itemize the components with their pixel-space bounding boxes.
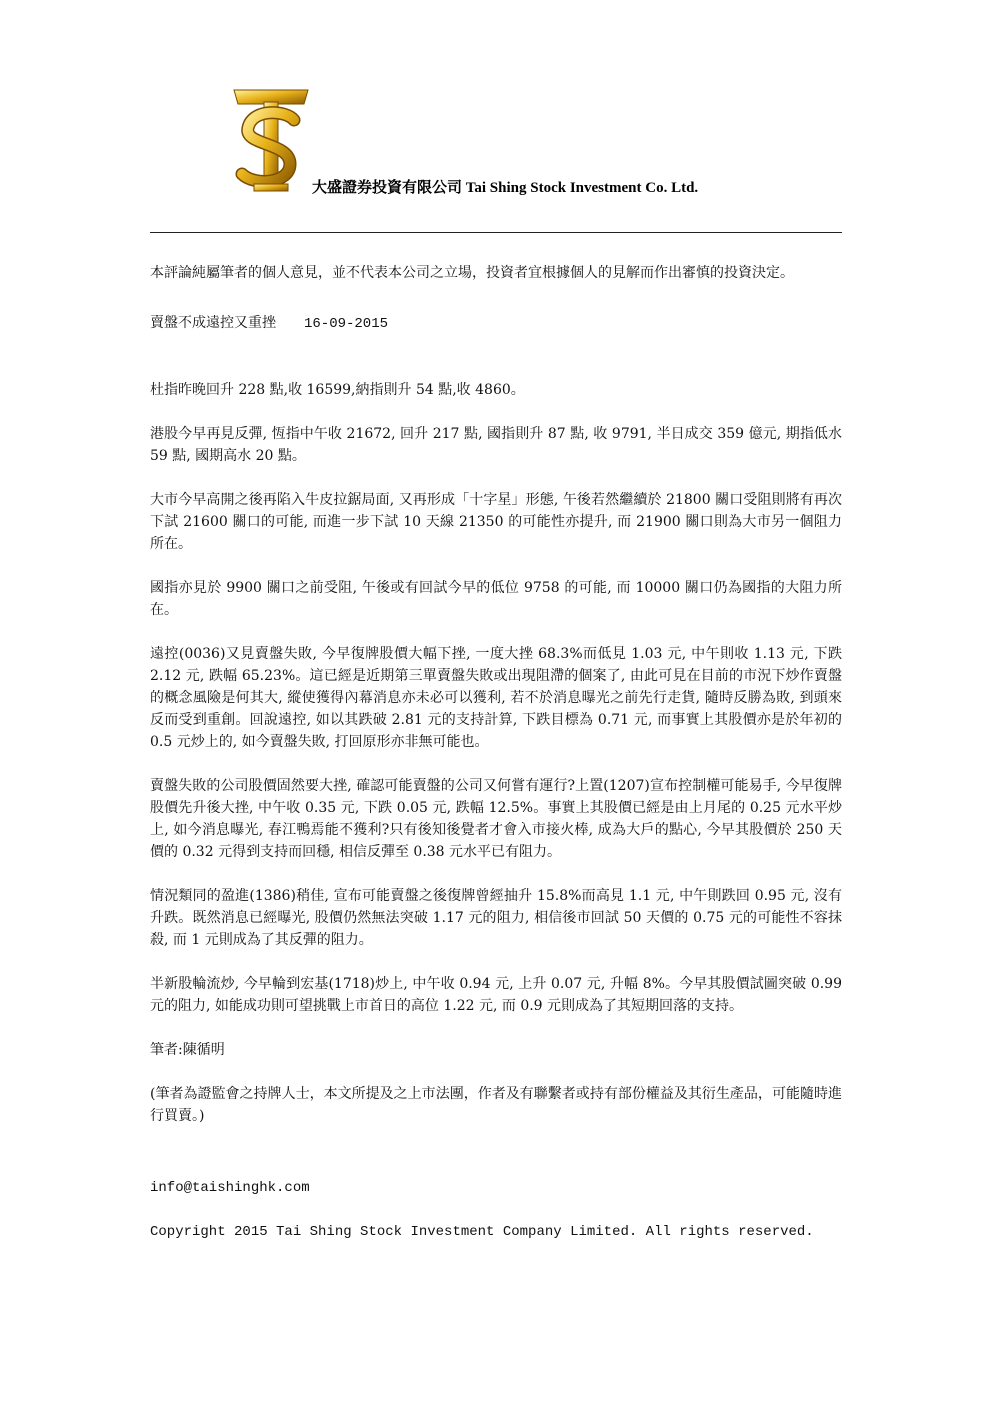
paragraph: 杜指昨晚回升 228 點,收 16599,納指則升 54 點,收 4860。	[150, 382, 525, 398]
article-body	[150, 262, 842, 1243]
header-divider	[150, 232, 842, 233]
ts-monogram-icon	[228, 86, 312, 194]
article-date: 16-09-2015	[304, 316, 389, 332]
contact-email[interactable]: info@taishinghk.com	[150, 1180, 310, 1196]
paragraph: 大市今早高開之後再陷入牛皮拉鋸局面, 又再形成「十字星」形態, 午後若然繼續於 21800 關口受阻則將有再次下試 21600 關口的可能, 而進一步下試 10 天線 21350 的可能性亦提升, 而 21900 關口則為大市另一個阻力所在。	[150, 492, 842, 552]
article-title: 賣盤不成遠控又重挫	[150, 315, 276, 331]
paragraph: 港股今早再見反彈, 恆指中午收 21672, 回升 217 點, 國指則升 87 點, 收 9791, 半日成交 359 億元, 期指低水 59 點, 國期高水 20 點。	[150, 426, 842, 464]
paragraph: 賣盤失敗的公司股價固然要大挫, 確認可能賣盤的公司又何嘗有運行?上置(1207)宣布控制權可能易手, 今早復牌股價先升後大挫, 中午收 0.35 元, 下跌 0.05 元, 跌幅 12.5%。事實上其股價已經是由上月尾的 0.25 元水平炒上, 如今消息曝光, 春江鴨焉能不獲利?只有後知後覺者才會入市接火棒, 成為大戶的點心, 今早其股價於 250 天價的 0.32 元得到支持而回穩, 相信反彈至 0.38 元水平已有阻力。	[150, 778, 842, 860]
paragraph: 半新股輪流炒, 今早輪到宏基(1718)炒上, 中午收 0.94 元, 上升 0.07 元, 升幅 8%。今早其股價試圖突破 0.99 元的阻力, 如能成功則可望挑戰上市首日的高位 1.22 元, 而 0.9 元則成為了其短期回落的支持。	[150, 976, 842, 1014]
copyright: Copyright 2015 Tai Shing Stock Investment Company Limited. All rights reserved.	[150, 1224, 814, 1240]
paragraph: 情況類同的盈進(1386)稍佳, 宣布可能賣盤之後復牌曾經抽升 15.8%而高見 1.1 元, 中午則跌回 0.95 元, 沒有升跌。既然消息已經曝光, 股價仍然無法突破 1.17 元的阻力, 相信後市回試 50 天價的 0.75 元的可能性不容抹殺, 而 1 元則成為了其反彈的阻力。	[150, 888, 842, 948]
author: 筆者:陳循明	[150, 1042, 225, 1058]
article-title-line	[150, 312, 842, 335]
paragraph: 國指亦見於 9900 關口之前受阻, 午後或有回試今早的低位 9758 的可能, 而 10000 關口仍為國指的大阻力所在。	[150, 580, 842, 618]
company-logo	[228, 86, 312, 194]
paragraph: 遠控(0036)又見賣盤失敗, 今早復牌股價大幅下挫, 一度大挫 68.3%而低見 1.03 元, 中午則收 1.13 元, 下跌 2.12 元, 跌幅 65.23%。這已經是近期第三單賣盤失敗或出現阻滯的個案了, 由此可見在目前的市況下炒作賣盤的概念風險是何其大, 縱使獲得內幕消息亦未必可以獲利, 若不於消息曝光之前先行走貨, 隨時反勝為敗, 到頭來反而受到重創。回說遠控, 如以其跌破 2.81 元的支持計算, 下跌目標為 0.71 元, 而事實上其股價亦是於年初的 0.5 元炒上的, 如今賣盤失敗, 打回原形亦非無可能也。	[150, 646, 842, 750]
author-note: (筆者為證監會之持牌人士，本文所提及之上市法團，作者及有聯繫者或持有部份權益及其衍生產品，可能隨時進行買賣。)	[150, 1086, 842, 1124]
company-name: 大盛證券投資有限公司 Tai Shing Stock Investment Co. Ltd.	[312, 180, 699, 196]
disclaimer: 本評論純屬筆者的個人意見，並不代表本公司之立場，投資者宜根據個人的見解而作出審慎的投資決定。	[150, 265, 794, 281]
